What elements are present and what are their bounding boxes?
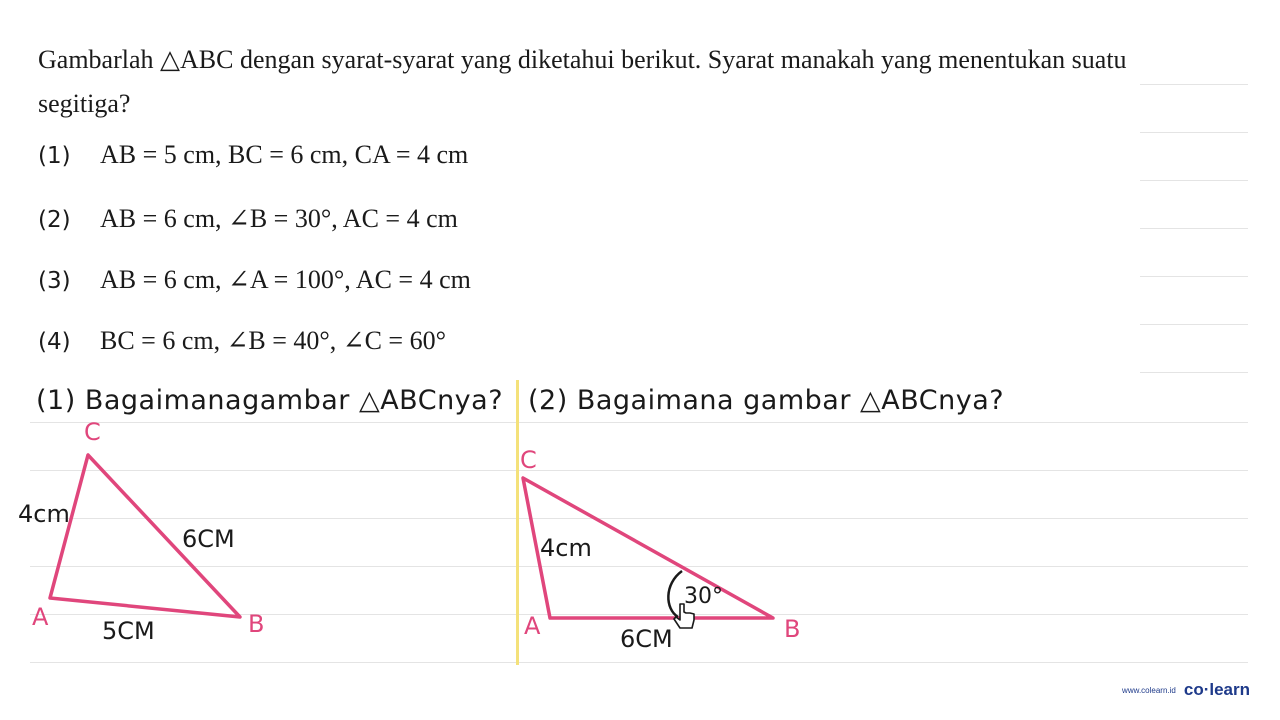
angle-b-label: 30° xyxy=(684,584,723,609)
side-ab-label: 6CM xyxy=(620,625,673,653)
vertex-b-label: B xyxy=(248,610,265,638)
vertex-c-label: C xyxy=(520,446,537,474)
condition-text: AB = 6 cm, ∠A = 100°, AC = 4 cm xyxy=(100,265,471,294)
vertex-b-label: B xyxy=(784,615,801,643)
logo-brand: co·learn xyxy=(1183,680,1250,699)
logo-url: www.colearn.id xyxy=(1122,685,1176,695)
condition-number: (2) xyxy=(38,207,71,233)
colearn-logo xyxy=(1122,680,1250,700)
condition-text: AB = 5 cm, BC = 6 cm, CA = 4 cm xyxy=(100,140,469,169)
condition-text: AB = 6 cm, ∠B = 30°, AC = 4 cm xyxy=(100,204,458,233)
vertex-c-label: C xyxy=(84,418,101,446)
handwritten-question-1: (1) Bagaimanagambar △ABCnya? xyxy=(36,385,504,416)
condition-text: BC = 6 cm, ∠B = 40°, ∠C = 60° xyxy=(100,326,446,355)
side-ac-label: 4cm xyxy=(540,534,592,562)
condition-number: (1) xyxy=(38,143,71,169)
side-ca-label: 4cm xyxy=(18,500,70,528)
side-ab-label: 5CM xyxy=(102,617,155,645)
condition-number: (4) xyxy=(38,329,71,355)
question-text: Gambarlah △ABC dengan syarat-syarat yang diketahui berikut. Syarat manakah yang menentukan suatu segitiga? xyxy=(38,45,1127,118)
condition-number: (3) xyxy=(38,268,71,294)
vertex-a-label: A xyxy=(32,603,49,631)
side-bc-label: 6CM xyxy=(182,525,235,553)
vertex-a-label: A xyxy=(524,612,541,640)
handwritten-question-2: (2) Bagaimana gambar △ABCnya? xyxy=(528,385,1005,416)
